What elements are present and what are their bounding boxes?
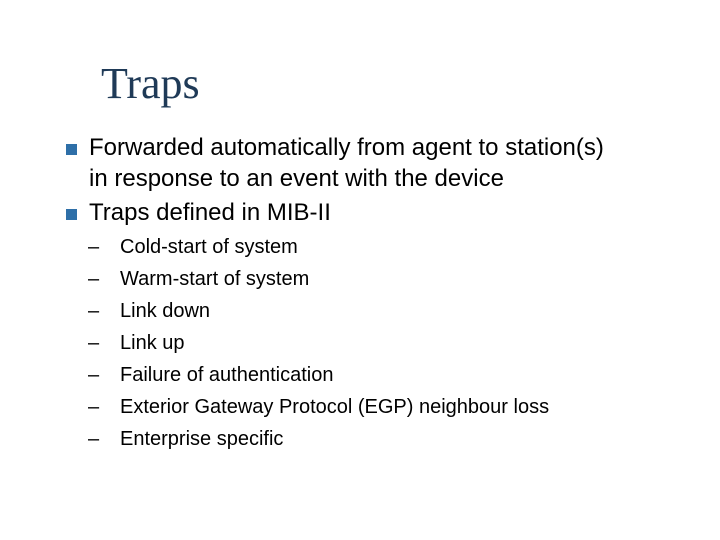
sub-item-enterprise-specific: Enterprise specific xyxy=(120,428,284,450)
sub-item-warm-start: Warm-start of system xyxy=(120,268,310,290)
dash-bullet-icon: – xyxy=(88,332,100,354)
sub-item-auth-failure: Failure of authentication xyxy=(120,364,334,386)
bullet-1-line-2: in response to an event with the device xyxy=(89,165,504,192)
bullet-1-line-1: Forwarded automatically from agent to station(s) xyxy=(89,134,604,161)
slide-title: Traps xyxy=(101,59,200,108)
bullet-2-line-1: Traps defined in MIB-II xyxy=(89,199,331,226)
sub-item-link-down: Link down xyxy=(120,300,211,322)
dash-bullet-icon: – xyxy=(88,396,100,418)
sub-item-egp-loss: Exterior Gateway Protocol (EGP) neighbour loss xyxy=(120,396,550,418)
square-bullet-icon xyxy=(66,144,77,155)
dash-bullet-icon: – xyxy=(88,364,100,386)
sub-item-cold-start: Cold-start of system xyxy=(120,236,298,258)
dash-bullet-icon: – xyxy=(88,236,100,258)
square-bullet-icon xyxy=(66,209,77,220)
dash-bullet-icon: – xyxy=(88,428,100,450)
dash-bullet-icon: – xyxy=(88,268,100,290)
sub-item-link-up: Link up xyxy=(120,332,185,354)
dash-bullet-icon: – xyxy=(88,300,100,322)
